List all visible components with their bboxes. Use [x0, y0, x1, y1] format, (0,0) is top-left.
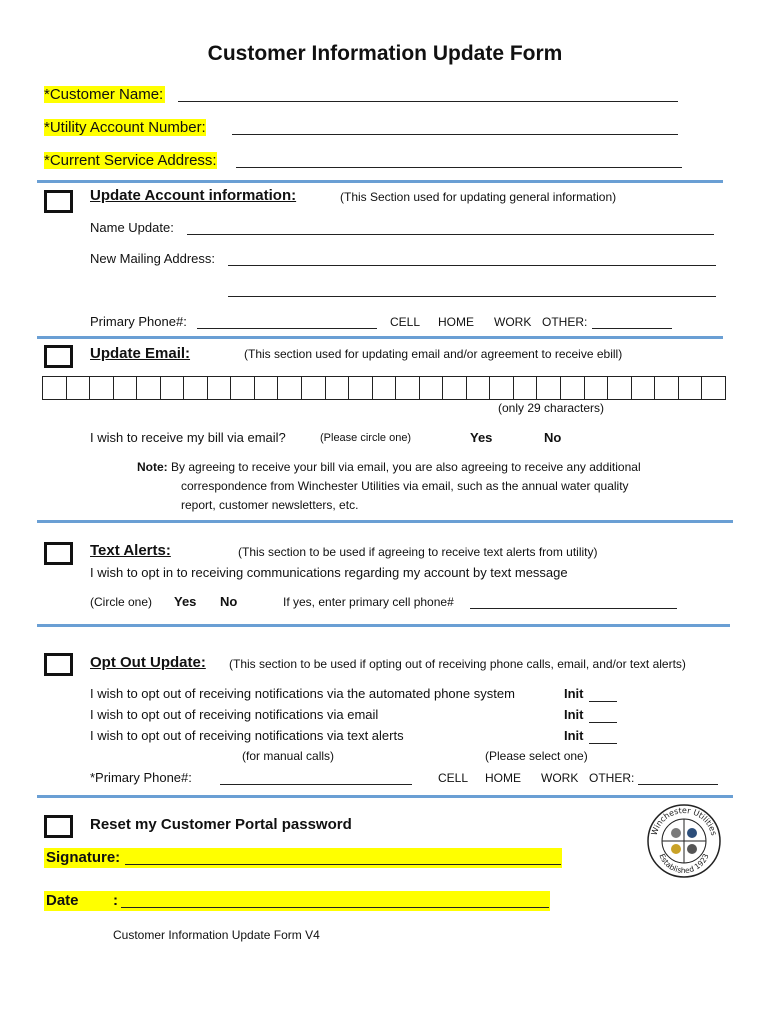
phone-type-home[interactable]: HOME	[438, 315, 474, 329]
email-char-limit: (only 29 characters)	[498, 401, 605, 415]
date-colon: :	[113, 892, 118, 909]
update-email-heading: Update Email:	[90, 345, 191, 362]
reset-portal-heading: Reset my Customer Portal password	[90, 816, 352, 833]
section-divider	[37, 180, 723, 183]
text-circle-one: (Circle one)	[90, 595, 153, 609]
optout-phone-other[interactable]: OTHER:	[589, 771, 635, 785]
init-label-2: Init	[564, 707, 584, 722]
mailing-address-field[interactable]	[228, 265, 716, 266]
opt-out-phone-line: I wish to opt out of receiving notifications via the automated phone system	[90, 686, 515, 701]
customer-name-label: *Customer Name:	[44, 86, 164, 103]
customer-name-field[interactable]	[178, 101, 678, 102]
signature-field[interactable]	[125, 864, 561, 865]
optout-primary-phone-field[interactable]	[220, 784, 412, 785]
init-label-1: Init	[564, 686, 584, 701]
primary-phone-field[interactable]	[197, 328, 377, 329]
service-address-label: *Current Service Address:	[44, 152, 217, 169]
mailing-address-label: New Mailing Address:	[90, 251, 215, 266]
optout-phone-work[interactable]: WORK	[541, 771, 579, 785]
signature-label: Signature:	[46, 849, 121, 866]
phone-other-field[interactable]	[592, 328, 672, 329]
date-highlight	[44, 891, 550, 911]
ebill-no-option[interactable]: No	[544, 430, 562, 445]
page-title: Customer Information Update Form	[207, 42, 563, 65]
update-email-checkbox[interactable]	[44, 345, 73, 368]
opt-out-heading: Opt Out Update:	[90, 654, 206, 671]
seal-top-text: Winchester Utilities	[649, 805, 719, 837]
text-alerts-checkbox[interactable]	[44, 542, 73, 565]
note-text-1: By agreeing to receive your bill via email, you are also agreeing to receive any additional	[171, 460, 641, 474]
section-divider	[37, 520, 733, 523]
seal-lightning-icon	[671, 844, 681, 854]
section-divider	[37, 624, 730, 627]
init-label-3: Init	[564, 728, 584, 743]
text-yes-option[interactable]: Yes	[174, 594, 197, 609]
mailing-address-field-2[interactable]	[228, 296, 716, 297]
text-alerts-heading: Text Alerts:	[90, 542, 171, 559]
section-divider	[37, 336, 723, 339]
date-field[interactable]	[121, 907, 549, 908]
cell-phone-field[interactable]	[470, 608, 677, 609]
update-email-note: (This section used for updating email and/or agreement to receive ebill)	[244, 347, 623, 361]
optout-phone-home[interactable]: HOME	[485, 771, 521, 785]
update-account-note: (This Section used for updating general information)	[340, 190, 617, 204]
winchester-utilities-seal	[646, 803, 722, 879]
select-one-note: (Please select one)	[485, 749, 588, 763]
init-field-1[interactable]	[589, 701, 617, 702]
manual-calls-note: (for manual calls)	[242, 749, 335, 763]
ebill-circle-one: (Please circle one)	[320, 432, 412, 444]
opt-out-email-line: I wish to opt out of receiving notifications via email	[90, 707, 379, 722]
note-label: Note:	[137, 460, 168, 474]
seal-water-drop-icon	[687, 828, 697, 838]
email-character-grid[interactable]	[42, 376, 726, 400]
opt-out-checkbox[interactable]	[44, 653, 73, 676]
account-number-field[interactable]	[232, 134, 678, 135]
phone-type-other[interactable]: OTHER:	[542, 315, 588, 329]
phone-type-cell[interactable]: CELL	[390, 315, 421, 329]
name-update-field[interactable]	[187, 234, 714, 235]
cell-phone-prompt: If yes, enter primary cell phone#	[283, 595, 454, 609]
section-divider	[37, 795, 733, 798]
seal-bottom-text: Established 1923	[657, 852, 711, 876]
update-account-checkbox[interactable]	[44, 190, 73, 213]
reset-portal-checkbox[interactable]	[44, 815, 73, 838]
primary-phone-label: Primary Phone#:	[90, 314, 187, 329]
init-field-3[interactable]	[589, 743, 617, 744]
opt-out-text-line: I wish to opt out of receiving notifications via text alerts	[90, 728, 404, 743]
phone-type-work[interactable]: WORK	[494, 315, 532, 329]
ebill-yes-option[interactable]: Yes	[470, 430, 493, 445]
ebill-note-line2: correspondence from Winchester Utilities via email, such as the annual water quality	[181, 479, 629, 493]
seal-quadrant-icon	[671, 828, 681, 838]
optout-phone-cell[interactable]: CELL	[438, 771, 469, 785]
optout-primary-phone-label: *Primary Phone#:	[90, 770, 192, 785]
signature-highlight	[44, 848, 562, 868]
ebill-note-line1	[137, 460, 641, 474]
account-number-label: *Utility Account Number:	[44, 119, 206, 136]
text-no-option[interactable]: No	[220, 594, 238, 609]
optout-phone-other-field[interactable]	[638, 784, 718, 785]
init-field-2[interactable]	[589, 722, 617, 723]
date-label: Date	[46, 892, 79, 909]
ebill-question: I wish to receive my bill via email?	[90, 430, 286, 445]
form-version-footer: Customer Information Update Form V4	[113, 928, 320, 942]
name-update-label: Name Update:	[90, 220, 174, 235]
seal-gear-icon	[687, 844, 697, 854]
text-opt-in-statement: I wish to opt in to receiving communications regarding my account by text message	[90, 565, 568, 580]
opt-out-note: (This section to be used if opting out of receiving phone calls, email, and/or text alerts)	[229, 657, 686, 671]
update-account-heading: Update Account information:	[90, 187, 297, 204]
text-alerts-note: (This section to be used if agreeing to receive text alerts from utility)	[238, 545, 598, 559]
service-address-field[interactable]	[236, 167, 682, 168]
ebill-note-line3: report, customer newsletters, etc.	[181, 498, 359, 512]
